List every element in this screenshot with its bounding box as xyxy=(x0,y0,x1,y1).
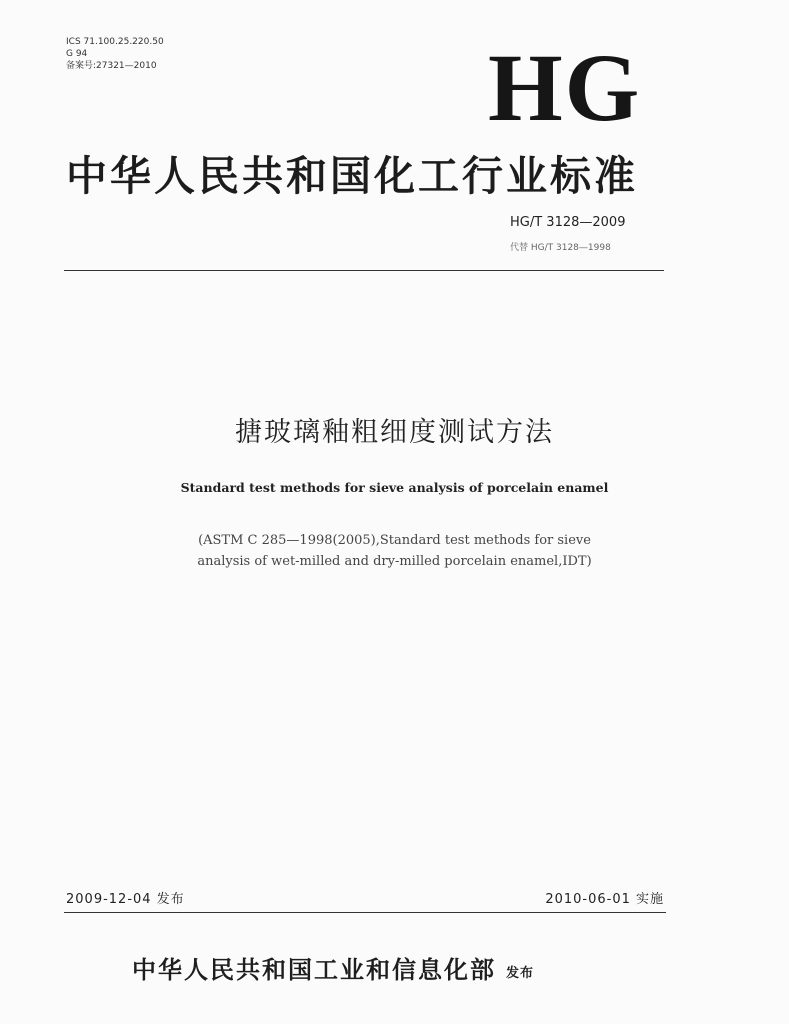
category-code: G 94 xyxy=(66,49,88,59)
issuer-suffix: 发布 xyxy=(506,965,535,981)
astm-line-1: (ASTM C 285—1998(2005),Standard test methods for sieve xyxy=(198,533,591,548)
header-divider xyxy=(64,270,664,271)
filing-number: 备案号:27321—2010 xyxy=(66,61,157,71)
footer-divider xyxy=(64,912,666,913)
standard-title: 中华人民共和国化工行业标准 xyxy=(66,152,638,200)
astm-reference xyxy=(0,530,789,572)
document-title-en: Standard test methods for sieve analysis of porcelain enamel xyxy=(180,480,609,495)
standard-code: HG/T 3128—2009 xyxy=(510,215,626,230)
document-title-zh: 搪玻璃釉粗细度测试方法 xyxy=(235,417,554,448)
astm-line-2: analysis of wet-milled and dry-milled porcelain enamel,IDT) xyxy=(197,554,592,569)
hg-logo: HG xyxy=(488,34,642,141)
issue-date: 2009-12-04 发布 xyxy=(66,892,185,907)
issuing-authority xyxy=(132,950,534,985)
classification-block xyxy=(66,36,164,72)
effective-date: 2010-06-01 实施 xyxy=(545,892,664,907)
ics-code: ICS 71.100.25.220.50 xyxy=(66,37,164,47)
replaces-note: 代替 HG/T 3128—1998 xyxy=(510,243,611,253)
issuer-name: 中华人民共和国工业和信息化部 xyxy=(132,956,496,984)
